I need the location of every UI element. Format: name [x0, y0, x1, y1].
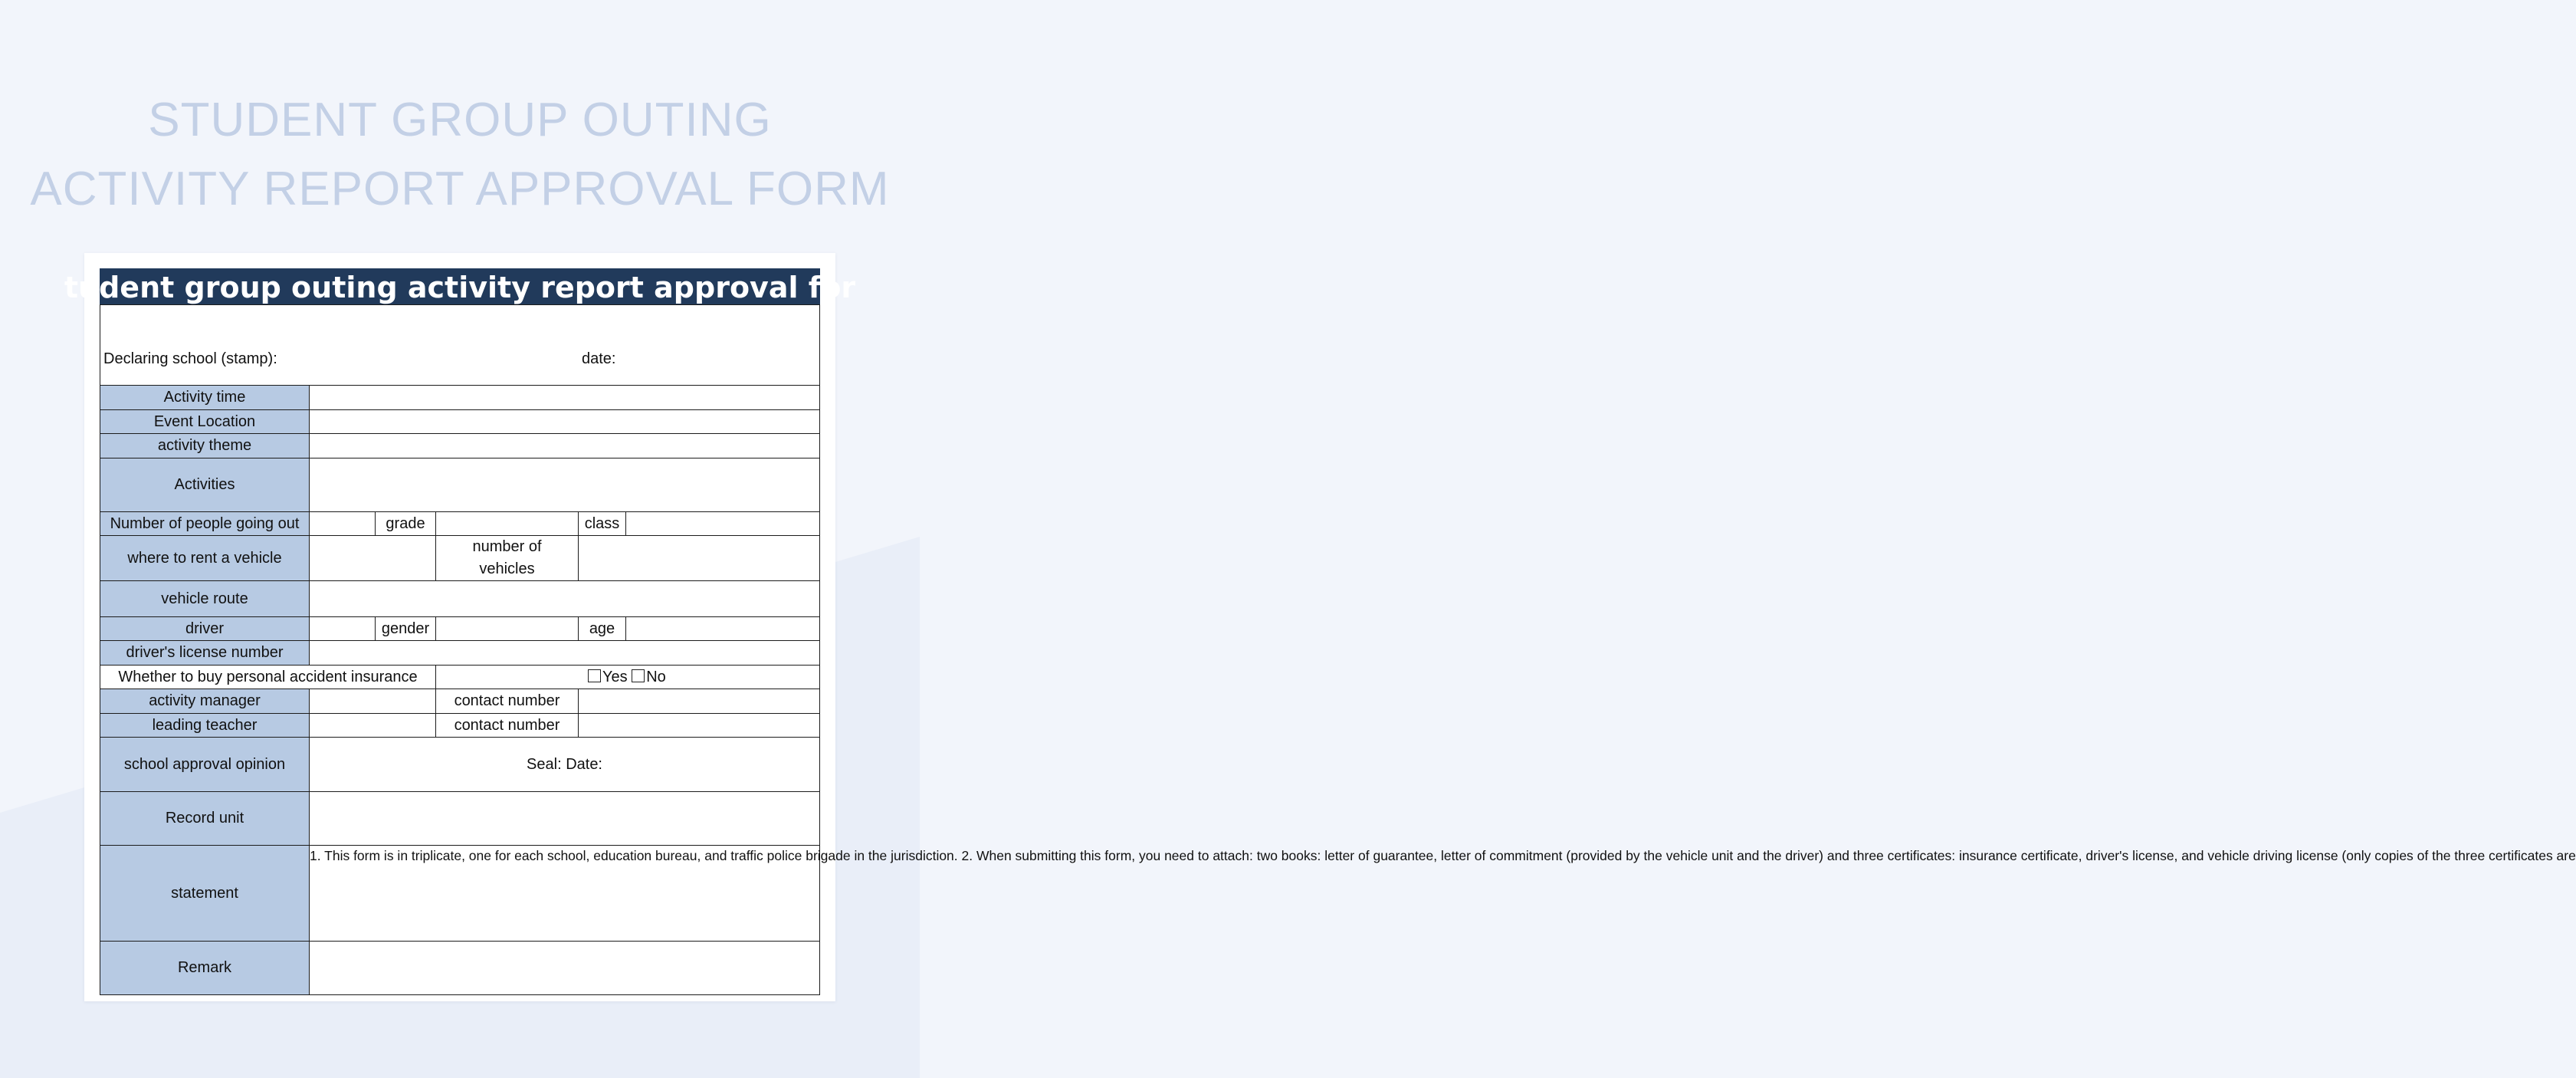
class-field[interactable] — [626, 512, 820, 536]
insurance-no-checkbox[interactable] — [632, 669, 645, 682]
page-title-line-2: ACTIVITY REPORT APPROVAL FORM — [30, 163, 890, 215]
statement-label: statement — [100, 846, 310, 942]
driver-label: driver — [100, 617, 310, 641]
vehicle-route-field[interactable] — [310, 581, 820, 617]
activities-field[interactable] — [310, 458, 820, 512]
record-unit-label: Record unit — [100, 792, 310, 846]
license-row — [100, 641, 820, 666]
event-location-field[interactable] — [310, 410, 820, 434]
people-count-field[interactable] — [310, 512, 376, 536]
activity-time-row — [100, 386, 820, 410]
record-unit-row — [100, 792, 820, 846]
insurance-row — [100, 666, 820, 689]
rent-vehicle-label: where to rent a vehicle — [100, 536, 310, 581]
manager-field[interactable] — [310, 689, 436, 714]
manager-contact-label: contact number — [436, 689, 579, 714]
age-label: age — [579, 617, 626, 641]
teacher-row — [100, 714, 820, 738]
page-title-line-1: STUDENT GROUP OUTING — [148, 94, 772, 146]
event-location-label: Event Location — [100, 410, 310, 434]
declaring-school-label: Declaring school (stamp): — [103, 350, 277, 367]
record-unit-field[interactable] — [310, 792, 820, 846]
remark-label: Remark — [100, 942, 310, 995]
people-row — [100, 512, 820, 536]
insurance-yes-checkbox[interactable] — [588, 669, 601, 682]
vehicle-count-field[interactable] — [579, 536, 820, 581]
form-banner-text: tudent group outing activity report approval for — [64, 271, 856, 304]
insurance-yes-label: Yes — [602, 668, 628, 685]
statement-text: 1. This form is in triplicate, one for each school, education bureau, and traffic police brigade in the jurisdiction. 2. When submitting this form, you need to attach: two books: letter of guarantee, letter of commitment (provided by the vehicle unit and the driver) and three certificates: insurance certificate, driver's license, and vehicle driving license (only copies of the three certificates are — [310, 847, 2576, 863]
header-cell — [100, 305, 820, 386]
vehicle-count-label: number of vehicles — [436, 536, 579, 581]
form-sheet — [64, 253, 2576, 1001]
driver-field[interactable] — [310, 617, 376, 641]
teacher-field[interactable] — [310, 714, 436, 738]
grade-label: grade — [376, 512, 436, 536]
activity-theme-field[interactable] — [310, 434, 820, 458]
activity-time-label: Activity time — [100, 386, 310, 410]
people-count-label: Number of people going out — [100, 512, 310, 536]
manager-contact-field[interactable] — [579, 689, 820, 714]
insurance-options — [436, 666, 820, 689]
seal-date-label: Seal: Date: — [310, 738, 820, 792]
age-field[interactable] — [626, 617, 820, 641]
rent-vehicle-field[interactable] — [310, 536, 436, 581]
teacher-contact-label: contact number — [436, 714, 579, 738]
vehicle-route-label: vehicle route — [100, 581, 310, 617]
insurance-no-label: No — [646, 668, 666, 685]
insurance-label: Whether to buy personal accident insurance — [100, 666, 436, 689]
teacher-contact-field[interactable] — [579, 714, 820, 738]
event-location-row — [100, 410, 820, 434]
manager-label: activity manager — [100, 689, 310, 714]
grade-field[interactable] — [436, 512, 579, 536]
approval-label: school approval opinion — [100, 738, 310, 792]
driver-row — [100, 617, 820, 641]
remark-field[interactable] — [310, 942, 820, 995]
approval-row — [100, 738, 820, 792]
activity-theme-label: activity theme — [100, 434, 310, 458]
license-field[interactable] — [310, 641, 820, 666]
activities-label: Activities — [100, 458, 310, 512]
remark-row — [100, 942, 820, 995]
gender-label: gender — [376, 617, 436, 641]
header-row — [100, 305, 820, 386]
manager-row — [100, 689, 820, 714]
vehicle-route-row — [100, 581, 820, 617]
gender-field[interactable] — [436, 617, 579, 641]
form-banner — [64, 268, 856, 305]
rent-vehicle-row — [100, 536, 820, 581]
date-label: date: — [582, 350, 616, 367]
statement-cell — [310, 846, 2576, 942]
approval-form-table — [100, 304, 2576, 995]
page-title — [0, 86, 920, 224]
license-label: driver's license number — [100, 641, 310, 666]
activity-time-field[interactable] — [310, 386, 820, 410]
statement-row — [100, 846, 820, 942]
activities-row — [100, 458, 820, 512]
class-label: class — [579, 512, 626, 536]
activity-theme-row — [100, 434, 820, 458]
teacher-label: leading teacher — [100, 714, 310, 738]
